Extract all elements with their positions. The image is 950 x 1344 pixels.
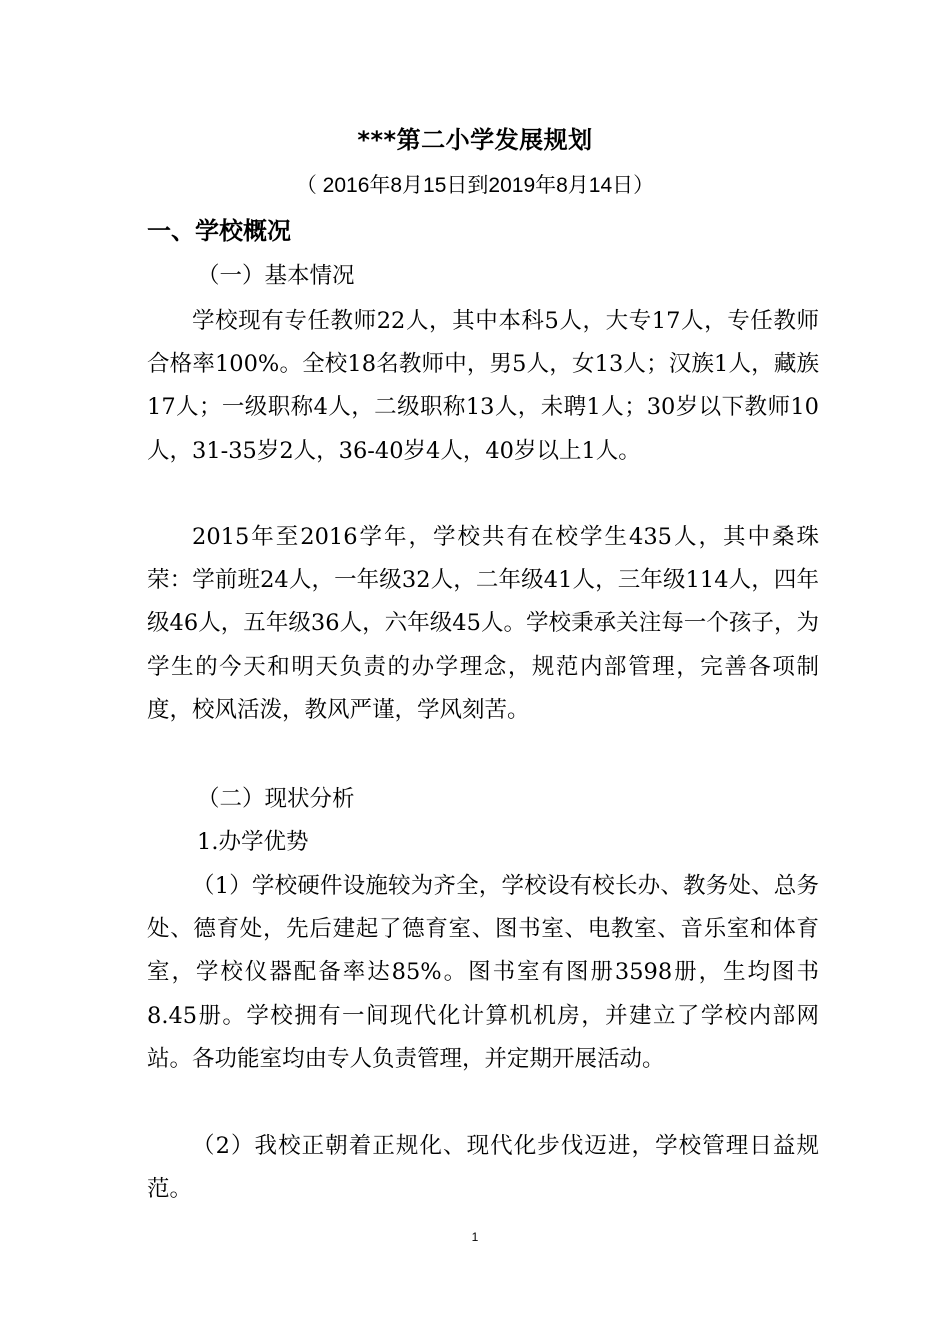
paragraph-facilities: （1）学校硬件设施较为齐全，学校设有校长办、教务处、总务处、德育处，先后建起了德育室、图书室、电教室、音乐室和体育室，学校仪器配备率达85%。图书室有图册3598册，生均图书8.45册。学校拥有一间现代化计算机机房，并建立了学校内部网站。各功能室均由专人负责管理，并定期开展活动。 [147,873,819,1072]
document-title: ***第二小学发展规划 [357,126,593,154]
item-heading-advantages: 1.办学优势 [197,829,309,855]
paragraph-teacher-stats: 学校现有专任教师22人，其中本科5人，大专17人，专任教师合格率100%。全校18名教师中，男5人，女13人；汉族1人，藏族17人；一级职称4人，二级职称13人，未聘1人；30岁以下教师10人，31-35岁2人，36-40岁4人，40岁以上1人。 [147,308,819,464]
page-number: 1 [471,1230,479,1244]
section-heading-school-overview: 一、学校概况 [147,217,291,245]
paragraph-management: （2）我校正朝着正规化、现代化步伐迈进，学校管理日益规范。 [147,1133,819,1203]
subsection-heading-status-analysis: （二）现状分析 [197,786,355,812]
subsection-heading-basic-info: （一）基本情况 [197,263,355,289]
document-date-range: （ 2016年8月15日到2019年8月14日） [295,174,655,197]
paragraph-student-stats: 2015年至2016学年，学校共有在校学生435人，其中桑珠荣：学前班24人，一年级32人，二年级41人，三年级114人，四年级46人，五年级36人，六年级45人。学校秉承关注每一个孩子，为学生的今天和明天负责的办学理念，规范内部管理，完善各项制度，校风活泼，教风严谨，学风刻苦。 [147,524,819,723]
